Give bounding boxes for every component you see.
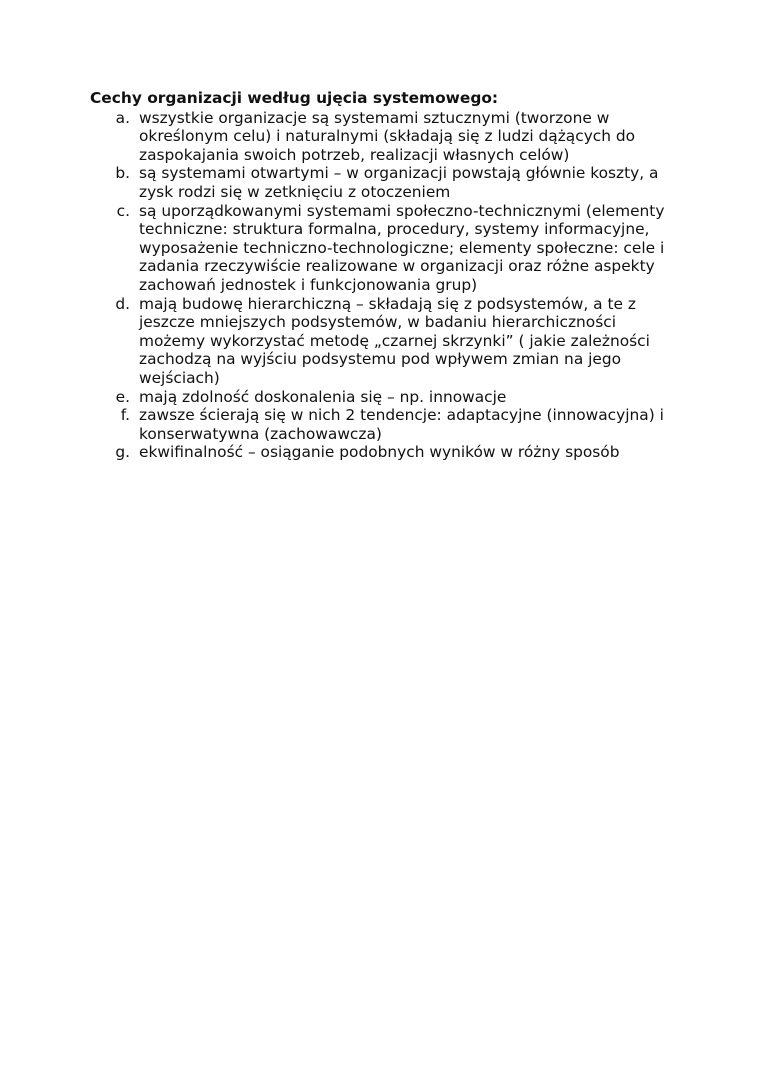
- list-item-line: zaspokajania swoich potrzeb, realizacji własnych celów): [139, 145, 570, 164]
- list-marker: f.: [120, 406, 130, 425]
- list-item-line: zysk rodzi się w zetknięciu z otoczeniem: [139, 182, 451, 201]
- list-item-f: [90, 406, 690, 443]
- list-item-g: [90, 443, 690, 462]
- list-item-line: zachodzą na wyjściu podsystemu pod wpływem zmian na jego: [139, 350, 622, 369]
- list-item-line: zadania rzeczywiście realizowane w organizacji oraz różne aspekty: [139, 257, 655, 276]
- list-item-line: jeszcze mniejszych podsystemów, w badaniu hierarchiczności: [139, 313, 616, 332]
- list-item-line: określonym celu) i naturalnymi (składają się z ludzi dążących do: [139, 127, 636, 146]
- list-marker: b.: [115, 164, 130, 183]
- list-item-line: wejściach): [139, 368, 220, 387]
- list-item-line: ekwifinalność – osiąganie podobnych wyników w różny sposób: [139, 443, 620, 462]
- list-marker: g.: [115, 443, 130, 462]
- list-item-e: [90, 388, 690, 407]
- list-item-line: wszystkie organizacje są systemami sztucznymi (tworzone w: [139, 108, 610, 127]
- list-marker: a.: [115, 108, 130, 127]
- list-item-c: [90, 202, 690, 295]
- list-item-a: [90, 109, 690, 165]
- list-item-line: mają zdolność doskonalenia się – np. innowacje: [139, 387, 507, 406]
- features-list: [90, 109, 690, 462]
- list-marker: d.: [115, 294, 130, 313]
- list-marker: c.: [116, 201, 130, 220]
- list-item-line: wyposażenie techniczno-technologiczne; elementy społeczne: cele i: [139, 238, 665, 257]
- list-item-line: techniczne: struktura formalna, procedury, systemy informacyjne,: [139, 220, 650, 239]
- list-item-line: konserwatywna (zachowawcza): [139, 424, 382, 443]
- list-item-line: zawsze ścierają się w nich 2 tendencje: adaptacyjne (innowacyjna) i: [139, 406, 664, 425]
- list-marker: e.: [115, 387, 130, 406]
- list-item-line: możemy wykorzystać metodę „czarnej skrzynki” ( jakie zależności: [139, 331, 650, 350]
- list-item-line: mają budowę hierarchiczną – składają się z podsystemów, a te z: [139, 294, 636, 313]
- list-item-line: zachowań jednostek i funkcjonowania grup): [139, 275, 478, 294]
- list-item-line: są systemami otwartymi – w organizacji powstają głównie koszty, a: [139, 164, 659, 183]
- list-item-b: [90, 164, 690, 201]
- section-heading: Cechy organizacji według ujęcia systemowego:: [90, 89, 499, 107]
- document-content: [90, 89, 690, 462]
- list-item-line: są uporządkowanymi systemami społeczno-technicznymi (elementy: [139, 201, 665, 220]
- list-item-d: [90, 295, 690, 388]
